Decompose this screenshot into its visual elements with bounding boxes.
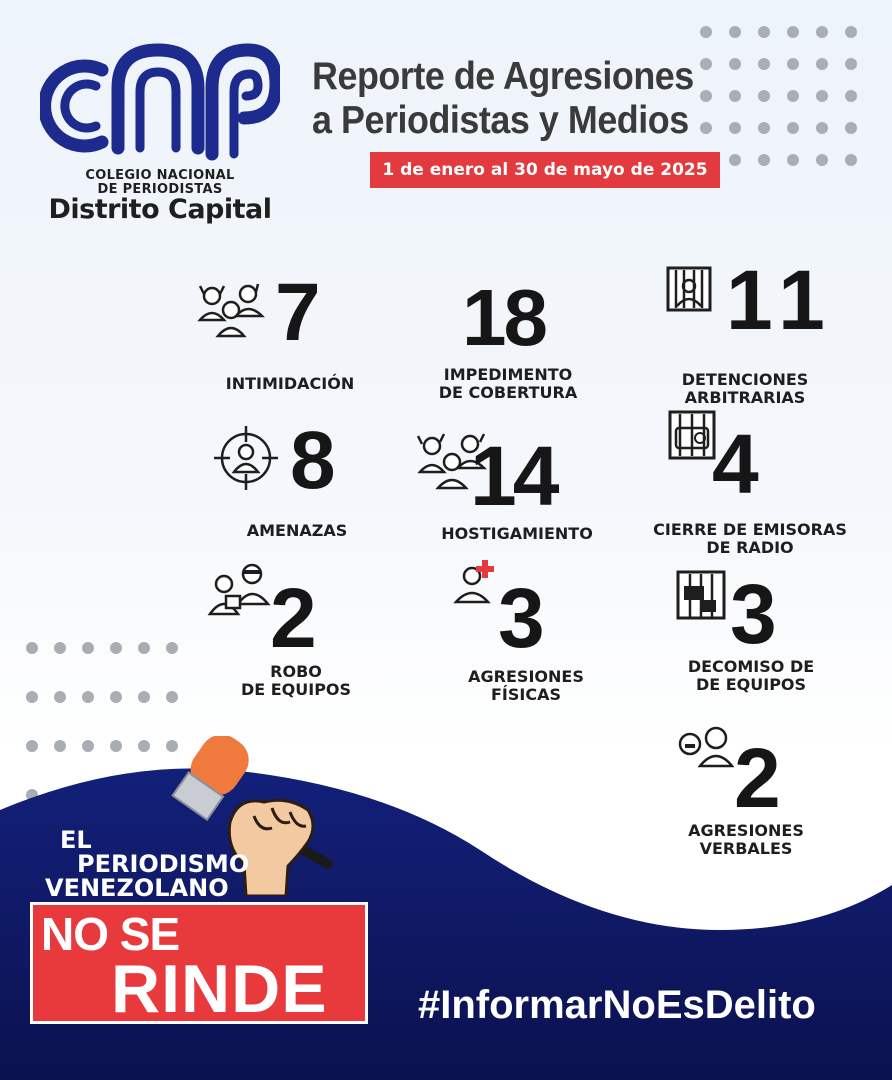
stat-label-line1: IMPEDIMENTO — [443, 365, 573, 384]
stat-label-line2: DE COBERTURA — [438, 383, 578, 402]
stat-label-line1: AGRESIONES — [468, 667, 584, 686]
date-range-banner: 1 de enero al 30 de mayo de 2025 — [370, 152, 720, 188]
stat-value: 14 — [470, 429, 556, 523]
slogan-red-box — [30, 902, 368, 1027]
slogan-line-venezolano: VENEZOLANO — [45, 874, 229, 902]
stat-label-line2: ARBITRARIAS — [684, 388, 806, 407]
stat-label-line1: INTIMIDACIÓN — [225, 374, 355, 393]
stat-value: 11 — [726, 253, 835, 347]
slogan-rinde: RINDE — [111, 951, 328, 1027]
slogan-line-el: EL — [60, 826, 92, 854]
stat-label-line1: AGRESIONES — [688, 821, 804, 840]
logo-line-colegio: COLEGIO NACIONAL — [85, 168, 235, 183]
logo-line-distrito: Distrito Capital — [48, 194, 272, 225]
stat-value: 2 — [734, 731, 781, 825]
hashtag: #InformarNoEsDelito — [418, 983, 816, 1027]
slogan-line-periodismo: PERIODISMO — [77, 850, 250, 878]
stat-value: 4 — [712, 417, 759, 511]
stat-value: 3 — [498, 571, 545, 665]
logo-line-periodistas: DE PERIODISTAS — [97, 182, 223, 197]
stat-label-line2: FÍSICAS — [490, 685, 561, 704]
report-title — [312, 55, 782, 143]
stat-label-line2: DE EQUIPOS — [695, 675, 807, 694]
injured-person-icon — [452, 556, 496, 606]
robbery-icon — [206, 562, 272, 618]
stat-value: 18 — [462, 273, 545, 362]
stat-label-line2: DE RADIO — [706, 538, 794, 557]
stat-value: 7 — [275, 267, 321, 358]
stat-value: 2 — [270, 571, 317, 665]
stat-label-line2: VERBALES — [699, 839, 793, 858]
slogan-no-se: NO SE — [41, 908, 180, 960]
jail-bars-icon — [666, 266, 712, 312]
stat-label-line1: DECOMISO DE — [687, 657, 815, 676]
camera-behind-bars-icon — [676, 570, 726, 620]
radio-behind-bars-icon — [668, 410, 716, 460]
stat-label-line1: CIERRE DE EMISORAS — [653, 520, 847, 539]
stat-value: 3 — [730, 567, 777, 661]
stat-label-line1: AMENAZAS — [246, 521, 348, 540]
cnp-logo — [40, 30, 280, 230]
stat-label-line1: HOSTIGAMIENTO — [441, 524, 593, 543]
title-line-2: a Periodistas y Medios — [312, 99, 689, 142]
cnp-logo-mark-icon — [40, 30, 280, 165]
stat-value: 8 — [290, 415, 336, 506]
title-line-1: Reporte de Agresiones — [312, 55, 694, 98]
stat-label-line1: DETENCIONES — [681, 370, 809, 389]
crosshair-target-icon — [212, 424, 280, 492]
stat-label-line1: ROBO — [270, 662, 322, 681]
crowd-intimidation-icon — [196, 280, 270, 340]
stat-label-line2: DE EQUIPOS — [240, 680, 352, 699]
